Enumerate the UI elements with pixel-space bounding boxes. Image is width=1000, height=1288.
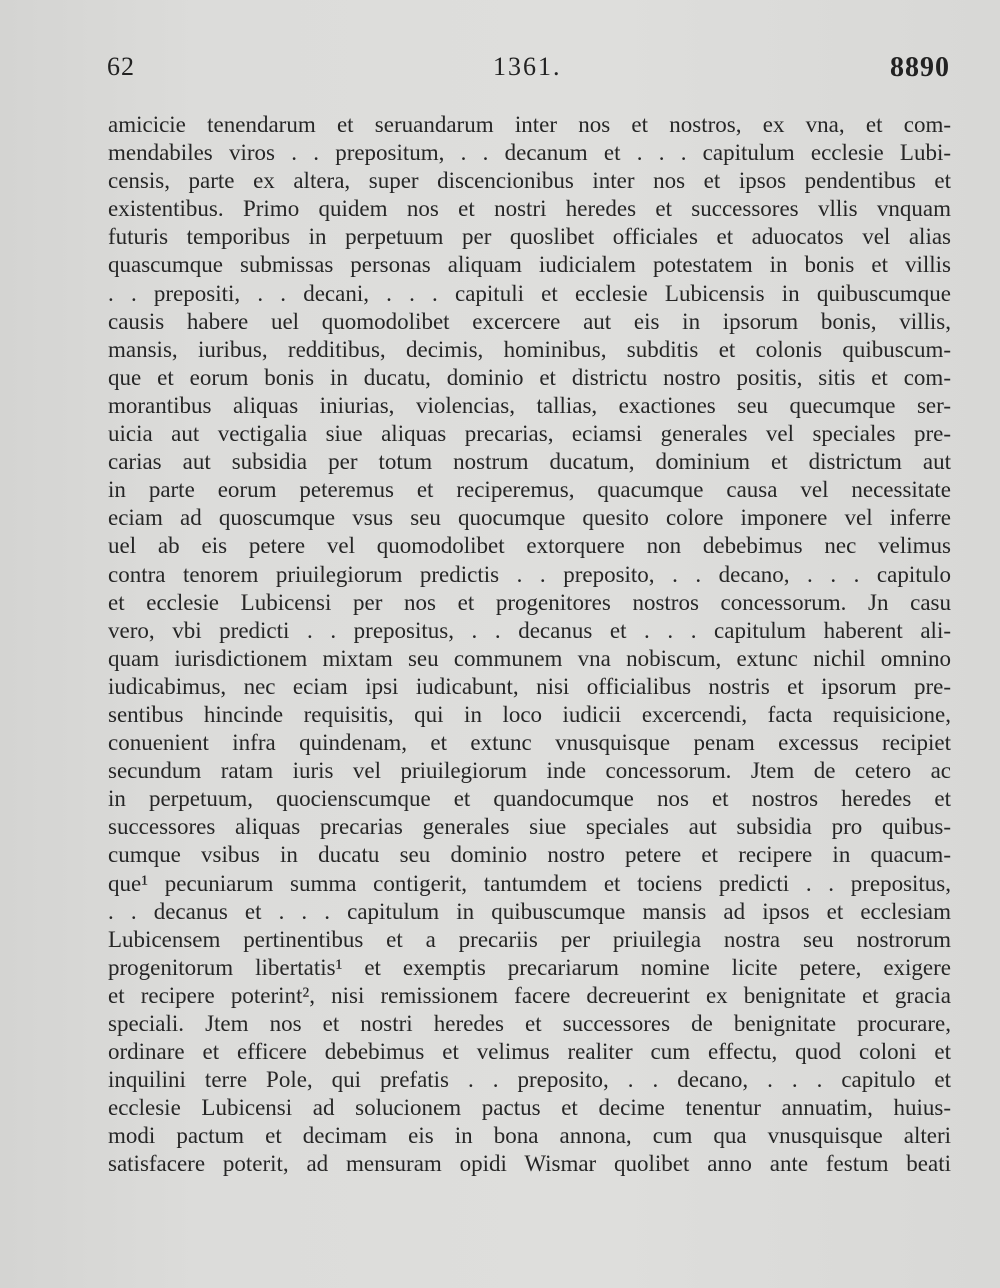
text-line: satisfacere poterit, ad mensuram opidi Wismar quolibet anno ante festum beati (108, 1151, 951, 1177)
year-heading: 1361. (493, 52, 562, 81)
text-line: sentibus hincinde requisitis, qui in loco iudicii excercendi, facta requisicione, (108, 701, 951, 727)
text-line: existentibus. Primo quidem nos et nostri heredes et successores vllis vnquam (108, 196, 951, 222)
text-line: amicicie tenendarum et seruandarum inter nos et nostros, ex vna, et com- (108, 112, 951, 137)
text-line: mansis, iuribus, redditibus, decimis, hominibus, subditis et colonis quibuscum- (108, 336, 951, 362)
text-line: mendabiles viros . . prepositum, . . decanum et . . . capitulum ecclesie Lubi- (108, 140, 951, 166)
text-line: secundum ratam iuris vel priuilegiorum inde concessorum. Jtem de cetero ac (108, 758, 951, 784)
text-line: inquilini terre Pole, qui prefatis . . preposito, . . decano, . . . capitulo et (108, 1067, 951, 1093)
text-line: quascumque submissas personas aliquam iudicialem potestatem in bonis et villis (108, 252, 951, 278)
text-line: que et eorum bonis in ducatu, dominio et districtu nostro positis, sitis et com- (108, 364, 951, 390)
text-line: ecclesie Lubicensi ad solucionem pactus et decime tenentur annuatim, huius- (108, 1095, 951, 1121)
text-line: . . prepositi, . . decani, . . . capituli et ecclesie Lubicensis in quibuscumque (108, 280, 951, 306)
running-head (107, 52, 950, 92)
text-line: quam iurisdictionem mixtam seu communem vna nobiscum, extunc nichil omnino (108, 645, 951, 671)
text-line: morantibus aliquas iniurias, violencias, tallias, exactiones seu quecumque ser- (108, 392, 951, 418)
text-line: successores aliquas precarias generales siue speciales aut subsidia pro quibus- (108, 814, 951, 840)
text-line: et ecclesie Lubicensi per nos et progenitores nostros concessorum. Jn casu (108, 589, 951, 615)
text-line: in perpetuum, quocienscumque et quandocumque nos et nostros heredes et (108, 786, 951, 812)
text-line: eciam ad quoscumque vsus seu quocumque quesito colore imponere vel inferre (108, 505, 951, 531)
text-line: que¹ pecuniarum summa contigerit, tantumdem et tociens predicti . . prepositus, (108, 870, 951, 896)
text-line: censis, parte ex altera, super discencionibus inter nos et ipsos pendentibus et (108, 168, 951, 194)
body-text (108, 111, 951, 1179)
text-line: uel ab eis petere vel quomodolibet extorquere non debebimus nec velimus (108, 533, 951, 559)
text-line: iudicabimus, nec eciam ipsi iudicabunt, nisi officialibus nostris et ipsorum pre- (108, 673, 951, 699)
text-line: . . decanus et . . . capitulum in quibuscumque mansis ad ipsos et ecclesiam (108, 898, 951, 924)
page-number: 62 (107, 52, 135, 81)
text-line: futuris temporibus in perpetuum per quoslibet officiales et aduocatos vel alias (108, 224, 951, 250)
text-line: causis habere uel quomodolibet excercere aut eis in ipsorum bonis, villis, (108, 308, 951, 334)
text-line: vero, vbi predicti . . prepositus, . . decanus et . . . capitulum haberent ali- (108, 617, 951, 643)
text-line: contra tenorem priuilegiorum predictis . . preposito, . . decano, . . . capitulo (108, 561, 951, 587)
text-line: Lubicensem pertinentibus et a precariis per priuilegia nostra seu nostrorum (108, 926, 951, 952)
text-line: cumque vsibus in ducatu seu dominio nostro petere et recipere in quacum- (108, 842, 951, 868)
text-line: speciali. Jtem nos et nostri heredes et successores de benignitate procurare, (108, 1011, 951, 1036)
text-line: ordinare et efficere debebimus et velimus realiter cum effectu, quod coloni et (108, 1039, 951, 1065)
text-line: carias aut subsidia per totum nostrum ducatum, dominium et districtum aut (108, 449, 951, 475)
text-line: et recipere poterint², nisi remissionem facere decreuerint ex benignitate et gracia (108, 982, 951, 1008)
text-line: conuenient infra quindenam, et extunc vnusquisque penam excessus recipiet (108, 730, 951, 756)
text-line: progenitorum libertatis¹ et exemptis precariarum nomine licite petere, exigere (108, 954, 951, 980)
document-number: 8890 (890, 52, 950, 83)
text-line: uicia aut vectigalia siue aliquas precarias, eciamsi generales vel speciales pre- (108, 421, 951, 447)
text-line: in parte eorum peteremus et reciperemus, quacumque causa vel necessitate (108, 477, 951, 503)
text-line: modi pactum et decimam eis in bona annona, cum qua vnusquisque alteri (108, 1123, 951, 1149)
